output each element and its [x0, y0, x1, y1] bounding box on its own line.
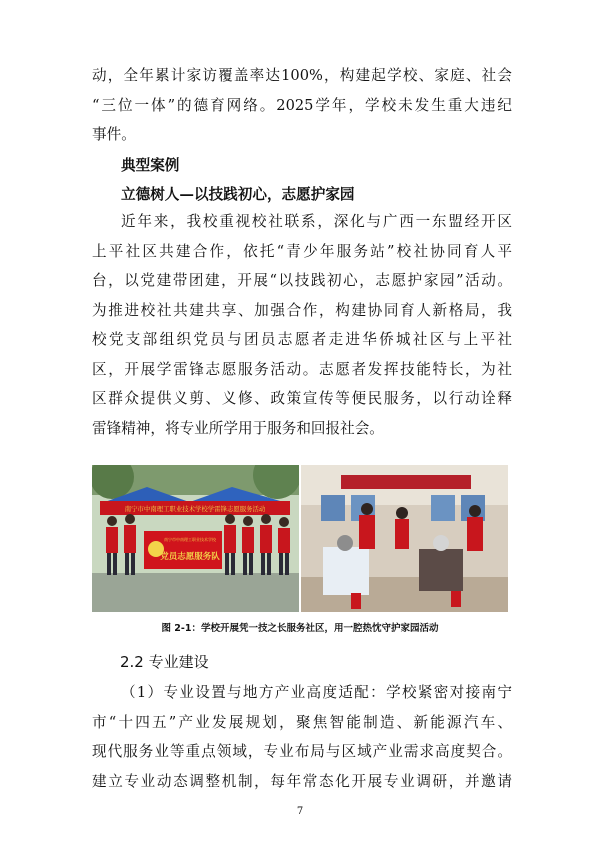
case-line: 区，开展学雷锋志愿服务活动。志愿者发挥技能特长，为社: [92, 360, 512, 378]
volunteer-group-photo: [92, 465, 299, 612]
section-paragraph: [92, 678, 512, 796]
case-paragraph: [92, 207, 512, 443]
section-line: 建立专业动态调整机制，每年常态化开展专业调研，并邀请: [92, 772, 512, 790]
intro-line: 动，全年累计家访覆盖率达100%，构建起学校、家庭、社会: [92, 67, 512, 84]
flag-small-text: 南宁市中南理工职业技术学校: [164, 537, 216, 542]
case-line: 上平社区共建合作，依托“青少年服务站”校社协同育人平: [92, 242, 512, 260]
haircut-service-photo: [301, 465, 508, 612]
page-number: 7: [296, 806, 304, 817]
section-line: 市“十四五”产业发展规划，聚焦智能制造、新能源汽车、: [92, 713, 512, 731]
case-line: 近年来，我校重视校社联系，深化与广西一东盟经开区: [121, 213, 512, 230]
section-line: 现代服务业等重点领域，专业布局与区域产业需求高度契合。: [92, 743, 512, 760]
case-title: 立德树人—以技践初心，志愿护家园: [121, 186, 355, 203]
intro-paragraph: [92, 61, 512, 150]
case-heading: 典型案例: [121, 157, 180, 174]
flag-text: 党员志愿服务队: [160, 552, 220, 562]
intro-line: 事件。: [92, 126, 136, 143]
case-line: 雷锋精神，将专业所学用于服务和回报社会。: [92, 419, 384, 437]
case-line: 台，以党建带团建，开展“以技践初心，志愿护家园”活动。: [92, 272, 512, 289]
section-line: （1）专业设置与地方产业高度适配：学校紧密对接南宁: [121, 684, 512, 701]
banner-text: 南宁市中南理工职业技术学校学雷锋志愿服务活动: [124, 505, 266, 513]
case-line: 为推进校社共建共享、加强合作，构建协同育人新格局，我: [92, 301, 512, 319]
case-line: 校党支部组织党员与团员志愿者走进华侨城社区与上平社: [92, 331, 512, 348]
case-line: 区群众提供义剪、义修、政策宣传等便民服务，以行动诠释: [92, 390, 512, 407]
figure-photos: [92, 465, 508, 612]
intro-line: “三位一体”的德育网络。2025学年，学校未发生重大违纪: [92, 96, 512, 114]
section-heading: 2.2 专业建设: [120, 653, 209, 671]
figure-caption: 图 2-1：学校开展凭一技之长服务社区，用一腔热忱守护家园活动: [161, 623, 439, 634]
